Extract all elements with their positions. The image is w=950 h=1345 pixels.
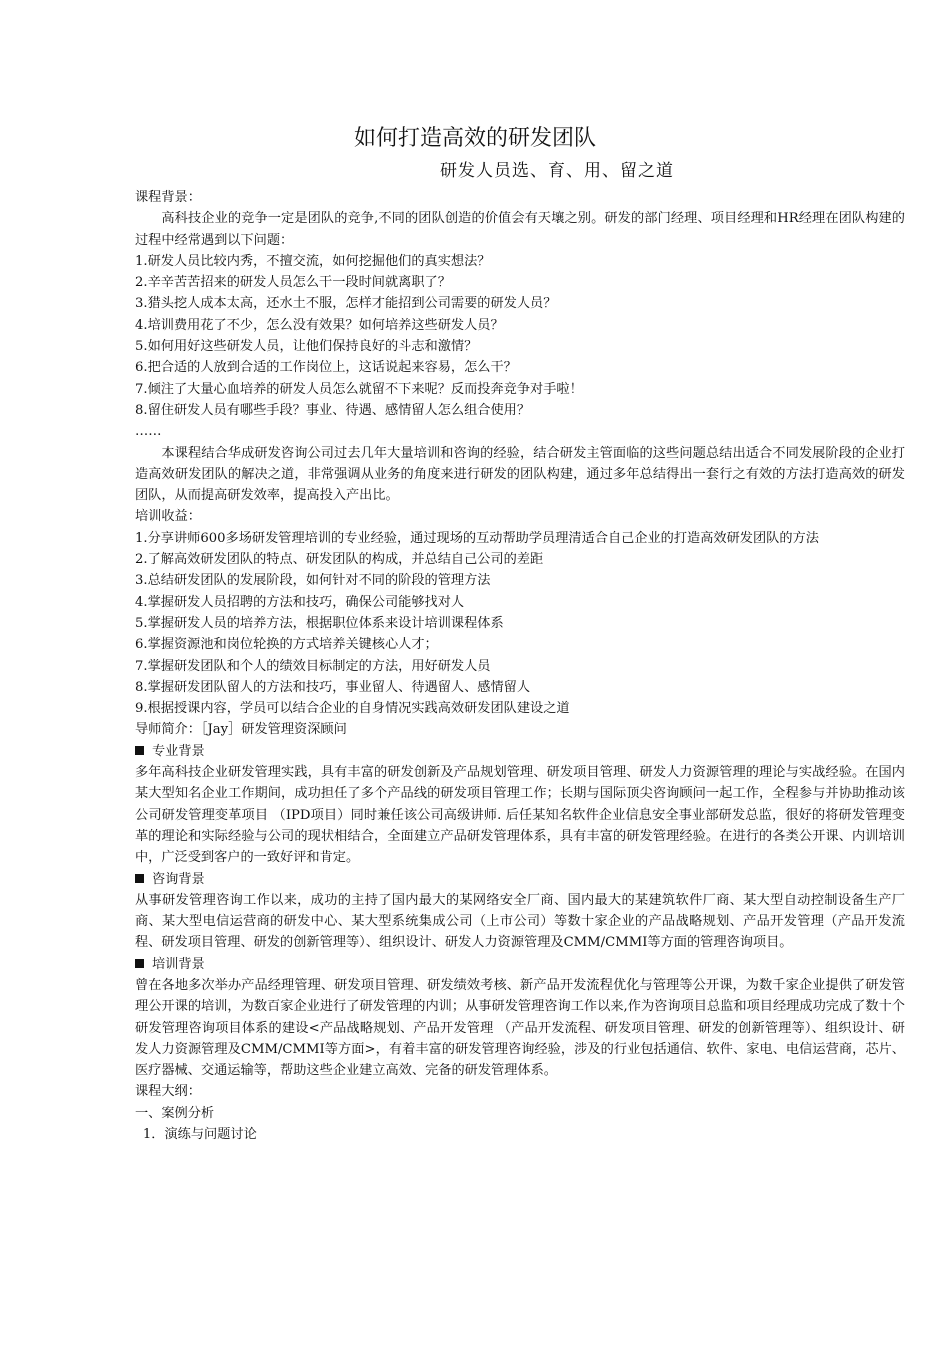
consulting-heading: 咨询背景 (152, 871, 205, 887)
document-subtitle: 研发人员选、育、用、留之道 (440, 161, 674, 181)
document-body (135, 187, 905, 1145)
background-question: 7.倾注了大量心血培养的研发人员怎么就留不下来呢？反而投奔竞争对手啦！ (135, 381, 583, 397)
outline-heading: 课程大纲： (135, 1084, 201, 1100)
instructor-heading: 导师简介：［Jay］研发管理资深顾问 (135, 722, 347, 738)
outline-item: 1．演练与问题讨论 (142, 1127, 257, 1143)
background-question: 3.猎头挖人成本太高，还水土不服，怎样才能招到公司需要的研发人员？ (135, 296, 557, 312)
background-question: 6.把合适的人放到合适的工作岗位上，这话说起来容易，怎么干？ (135, 360, 517, 376)
background-question: 4.培训费用花了不少，怎么没有效果？如何培养这些研发人员？ (135, 317, 504, 333)
outline-section: 一、案例分析 (135, 1105, 215, 1121)
consulting-heading-row (135, 869, 905, 890)
background-question: 1.研发人员比较内秀，不擅交流，如何挖掘他们的真实想法？ (135, 253, 491, 269)
benefit-item: 4.掌握研发人员招聘的方法和技巧，确保公司能够找对人 (135, 594, 465, 610)
benefit-item: 2.了解高效研发团队的特点、研发团队的构成，并总结自己公司的差距 (135, 552, 544, 568)
benefit-item: 1.分享讲师600多场研发管理培训的专业经验，通过现场的互动帮助学员理清适合自己企业的打造高效研发团队的方法 (135, 530, 819, 546)
document-title: 如何打造高效的研发团队 (353, 126, 596, 151)
background-intro: 高科技企业的竞争一定是团队的竞争,不同的团队创造的价值会有天壤之别。研发的部门经理、项目经理和HR经理在团队构建的过程中经常遇到以下问题： (135, 211, 905, 248)
square-bullet-icon (135, 959, 144, 968)
professional-text: 多年高科技企业研发管理实践，具有丰富的研发创新及产品规划管理、研发项目管理、研发人力资源管理的理论与实战经验。在国内某大型知名企业工作期间，成功担任了多个产品线的研发项目管理工作；长期与国际顶尖咨询顾问一起工作，全程参与并协助推动该公司研发管理变革项目 （IPD项目）同时兼任该公司高级讲师. 后任某知名软件企业信息安全事业部研发总监，很好的将研发管理变革的理论和实际经验与公司的现状相结合，全面建立产品研发管理体系，具有丰富的研发管理经验。在进行的各类公开课、内训培训中，广泛受到客户的一致好评和肯定。 (135, 765, 905, 866)
background-question: 2.辛辛苦苦招来的研发人员怎么干一段时间就离职了？ (135, 275, 451, 291)
benefit-item: 8.掌握研发团队留人的方法和技巧，事业留人、待遇留人、感情留人 (135, 679, 531, 695)
benefit-item: 7.掌握研发团队和个人的绩效目标制定的方法，用好研发人员 (135, 658, 491, 674)
benefit-item: 3.总结研发团队的发展阶段，如何针对不同的阶段的管理方法 (135, 573, 491, 589)
consulting-text: 从事研发管理咨询工作以来，成功的主持了国内最大的某网络安全厂商、国内最大的某建筑软件厂商、某大型自动控制设备生产厂商、某大型电信运营商的研发中心、某大型系统集成公司（上市公司）等数十家企业的产品战略规划、产品开发管理（产品开发流程、研发项目管理、研发的创新管理等）、组织设计、研发人力资源管理及CMM/CMMI等方面的管理咨询项目。 (135, 892, 905, 951)
benefits-heading: 培训收益： (135, 509, 201, 525)
ellipsis: …… (135, 424, 162, 440)
professional-heading: 专业背景 (152, 743, 205, 759)
training-text: 曾在各地多次举办产品经理管理、研发项目管理、研发绩效考核、新产品开发流程优化与管理等公开课，为数千家企业提供了研发管理公开课的培训，为数百家企业进行了研发管理的内训；从事研发管理咨询工作以来,作为咨询项目总监和项目经理成功完成了数十个研发管理咨询项目体系的建设<产品战略规划、产品开发管理 （产品开发流程、研发项目管理、研发的创新管理等）、组织设计、研发人力资源管理及CMM/CMMI等方面>，有着丰富的研发管理咨询经验，涉及的行业包括通信、软件、家电、电信运营商，芯片、医疗器械、交通运输等，帮助这些企业建立高效、完备的研发管理体系。 (135, 977, 905, 1079)
background-heading: 课程背景： (135, 190, 201, 205)
benefit-item: 9.根据授课内容，学员可以结合企业的自身情况实践高效研发团队建设之道 (135, 701, 570, 717)
square-bullet-icon (135, 746, 144, 755)
square-bullet-icon (135, 874, 144, 883)
benefit-item: 5.掌握研发人员的培养方法，根据职位体系来设计培训课程体系 (135, 615, 504, 631)
professional-heading-row (135, 741, 905, 762)
background-question: 8.留住研发人员有哪些手段？事业、待遇、感情留人怎么组合使用？ (135, 402, 531, 418)
background-question: 5.如何用好这些研发人员，让他们保持良好的斗志和激情？ (135, 339, 478, 355)
background-summary: 本课程结合华成研发咨询公司过去几年大量培训和咨询的经验，结合研发主管面临的这些问题总结出适合不同发展阶段的企业打造高效研发团队的解决之道，非常强调从业务的角度来进行研发的团队构建，通过多年总结得出一套行之有效的方法打造高效的研发团队，从而提高研发效率，提高投入产出比。 (135, 445, 905, 504)
benefit-item: 6.掌握资源池和岗位轮换的方式培养关键核心人才； (135, 637, 438, 653)
training-heading-row (135, 954, 905, 975)
training-heading: 培训背景 (152, 956, 205, 972)
